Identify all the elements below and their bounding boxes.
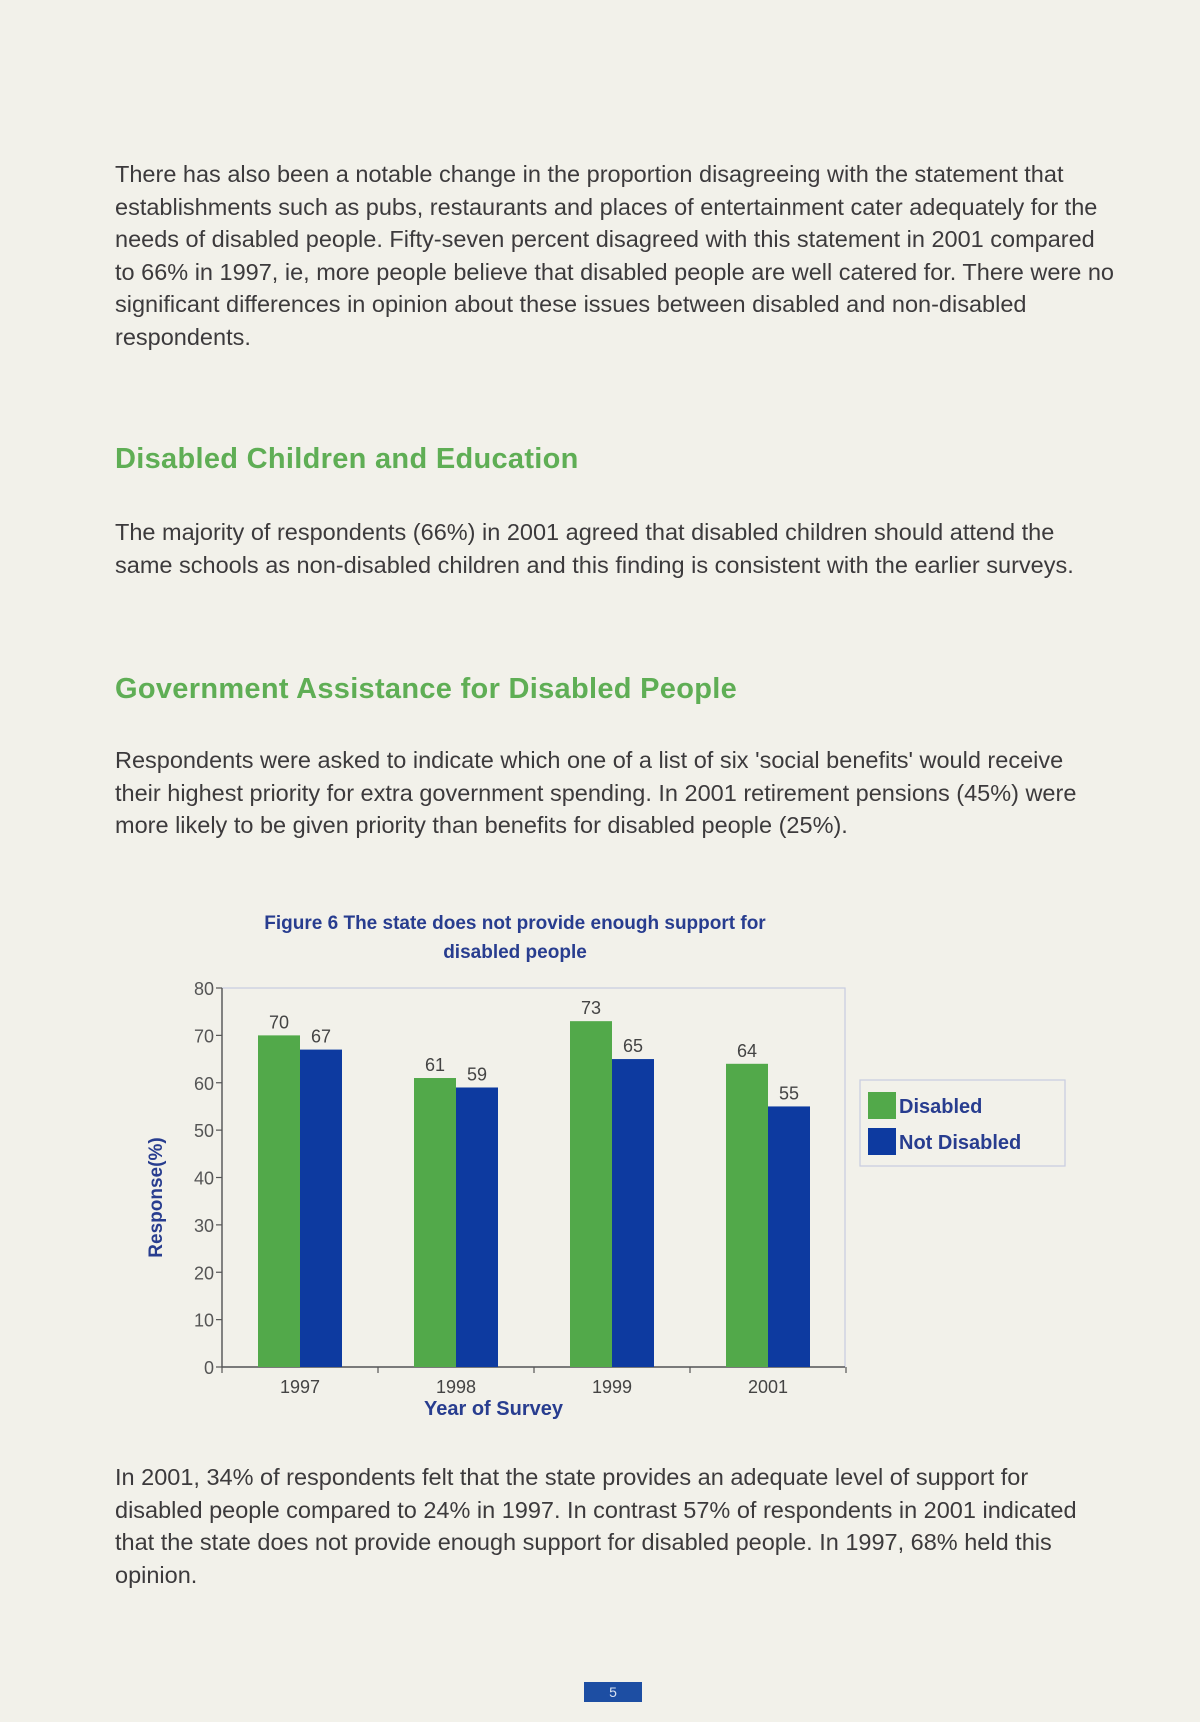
heading-government-assistance: Government Assistance for Disabled People [115,673,738,705]
data-label: 67 [310,1026,332,1047]
figure-caption-line2: disabled people [443,942,587,963]
bar-not-disabled-2001 [768,1106,810,1367]
government-paragraph: Respondents were asked to indicate which one of a list of six 'social benefits' would receive their highest priority for extra government spending. In 2001 retirement pensions (45%) were more likely to be given priority than benefits for disabled people (25%). [115,747,1077,838]
intro-paragraph: There has also been a notable change in the proportion disagreeing with the statement that establishments such as pubs, restaurants and places of entertainment cater adequately for the needs of disabled people. Fifty-seven percent disagreed with this statement in 2001 compared to 66% in 1997, ie, more people believe that disabled people are well catered for. There were no significant differences in opinion about these issues between disabled and non-disabled respondents. [115,161,1114,350]
bar-disabled-2001 [726,1064,768,1367]
y-tick-label: 50 [193,1121,214,1142]
data-label: 64 [736,1040,758,1061]
data-label: 73 [580,998,602,1019]
support-paragraph: In 2001, 34% of respondents felt that the state provides an adequate level of support for disabled people compared to 24% in 1997. In contrast 57% of respondents in 2001 indicated that the state does not provide enough support for disabled people. In 1997, 68% held this opinion. [115,1464,1077,1588]
figure-caption-line1: Figure 6 The state does not provide enough support for [264,913,766,934]
x-tick-label: 2001 [747,1377,789,1397]
y-tick-label: 10 [193,1310,214,1331]
page-number-badge [584,1682,642,1702]
data-label: 65 [622,1036,644,1057]
y-axis-title: Response(%) [146,1137,167,1258]
bar-not-disabled-1998 [456,1087,498,1367]
education-paragraph: The majority of respondents (66%) in 2001 agreed that disabled children should attend the same schools as non-disabled children and this finding is consistent with the earlier surveys. [115,519,1074,578]
y-tick-label: 0 [203,1358,214,1378]
y-tick-label: 30 [193,1215,214,1236]
page-number: 5 [609,1684,617,1700]
y-tick-label: 40 [193,1168,214,1189]
x-tick-label: 1999 [591,1377,633,1397]
y-tick-label: 80 [193,979,214,999]
bar-disabled-1998 [414,1078,456,1367]
legend-swatch [868,1092,896,1119]
data-label: 59 [466,1064,488,1085]
y-tick-label: 20 [193,1263,214,1284]
legend-swatch [868,1128,896,1155]
y-tick-label: 70 [193,1026,214,1047]
x-tick-label: 1998 [435,1377,477,1397]
bar-disabled-1997 [258,1035,300,1367]
x-axis-title: Year of Survey [424,1398,563,1420]
bar-disabled-1999 [570,1021,612,1367]
y-tick-label: 60 [193,1073,214,1094]
heading-disabled-children-education: Disabled Children and Education [115,443,579,475]
x-tick-label: 1997 [279,1377,321,1397]
data-label: 61 [424,1055,446,1076]
legend-label: Disabled [899,1096,983,1118]
bar-not-disabled-1997 [300,1050,342,1367]
data-label: 70 [268,1012,290,1033]
bar-not-disabled-1999 [612,1059,654,1367]
legend-label: Not Disabled [899,1132,1022,1154]
data-label: 55 [778,1083,800,1104]
